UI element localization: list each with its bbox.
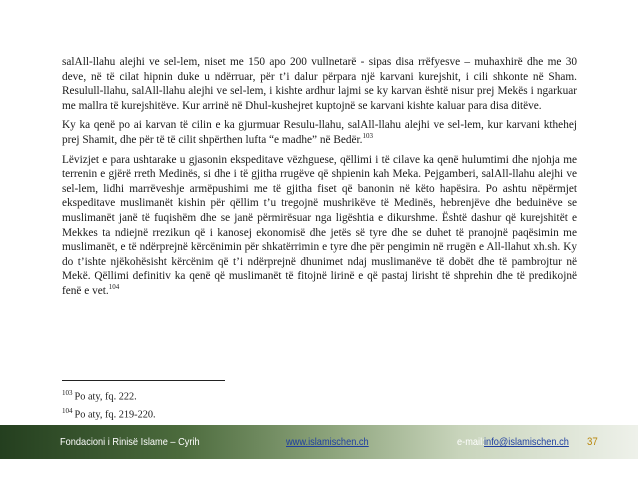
page-number: 37: [587, 436, 598, 448]
paragraph-3: [62, 153, 577, 299]
footnote-number: 103: [62, 389, 73, 397]
footnote-ref-104[interactable]: 104: [108, 283, 120, 292]
footnote-ref-103[interactable]: 103: [362, 132, 374, 141]
page-body: [62, 55, 577, 304]
footer-website-link[interactable]: www.islamischen.ch: [286, 436, 369, 448]
paragraph-3-text: Lëvizjet e para ushtarake u gjasonin ekspeditave vëzhguese, qëllimi i të cilave ka qenë hulumtimi dhe njohja me terrenin e gjërë rreth Medinës, si dhe i të gjitha rrugëve që shpienin kah Meka. Pejgamberi, salAll-llahu alejhi ve sel-lem, lidhi marrëveshje armëpushimi me të gjitha fiset që banonin në këto hapësira. Po ashtu nëpërmjet ekspeditave muslimanët kishin për qëllim t’u tregojnë mushrikëve të Medinës, hebrenjëve dhe beduinëve se muslimanët janë të fuqishëm dhe se janë përmirësuar nga ligështia e dikurshme. Është dashur që kurejshitët e Mekkes ta ndiejnë rrezikun që i kanosej ekonomisë dhe jetës së tyre dhe se duhet të pranojnë paqësimin me muslimanët, e të ndërprejnë kërcënimin për shkatërrimin e tyre dhe për pengimin në rrugën e All-llahut xh.sh. Ky do t’ishte njëkohësisht kërcënim që t’i ndërprejnë dhunimet ndaj muslimanëve të dobët dhe të pambrojtur në Mekë. Qëllimi definitiv ka qenë që muslimanët të fitojnë lirinë e që pastaj lirisht të shprehin dhe të predikojnë fenë e vet.: [62, 153, 577, 297]
footnotes: [62, 386, 156, 423]
paragraph-2-text: Ky ka qenë po ai karvan të cilin e ka gjurmuar Resulu-llahu, salAll-llahu alejhi ve sel-lem, kur karvani kthehej prej Shamit, dhe për të të cilit shpërthen lufta “e madhe” në Bedër.: [62, 119, 577, 146]
footnote-number: 104: [62, 407, 73, 416]
paragraph-1-text: salAll-llahu alejhi ve sel-lem, niset me 150 apo 200 vullnetarë - sipas disa rrëfyesve – muhaxhirë dhe me 30 deve, në të cilat hipnin duke u ndërruar, për t’i dalur përpara një karvani kurejshit, i cili shkonte në Sham. Resulull-llahu, salAll-llahu alejhi ve sel-lem, i kishte ardhur lajmi se ky karvan është nisur prej Mekës i ngarkuar me mallra të kurejshitëve. Kur arrinë në Dhul-kushejret kuptojnë se karvani kishte kaluar para disa ditëve.: [62, 56, 577, 112]
footnote-text: Po aty, fq. 219-220.: [74, 409, 156, 421]
footer-email-label: e-mail:: [457, 436, 485, 448]
footnote-item: [62, 386, 156, 404]
footer-email-link[interactable]: info@islamischen.ch: [484, 436, 569, 448]
footer-organization: Fondacioni i Rinisë Islame – Cyrih: [60, 436, 200, 448]
paragraph-2: [62, 118, 577, 147]
footnote-divider: [62, 380, 225, 381]
footnote-text: Po aty, fq. 222.: [74, 391, 137, 403]
page-footer: [0, 425, 638, 459]
footnote-item: [62, 404, 156, 422]
paragraph-1: [62, 55, 577, 113]
